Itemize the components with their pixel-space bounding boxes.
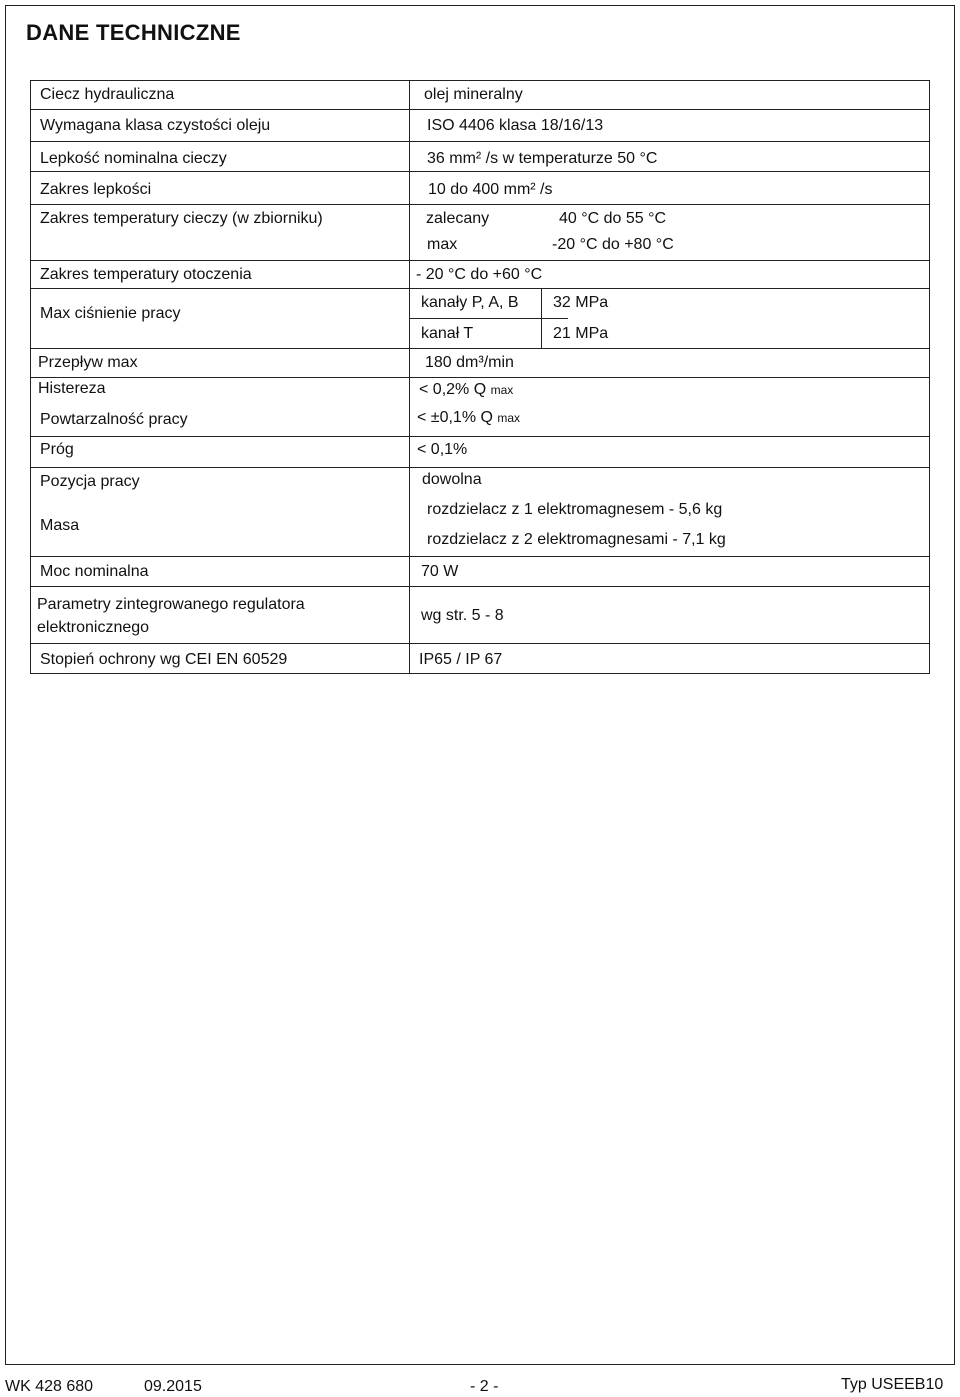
- hysteresis-label: Histereza: [38, 380, 106, 397]
- ambient-temp-label: Zakres temperatury otoczenia: [40, 266, 252, 283]
- row-divider: [31, 288, 929, 289]
- fluid-temp-label: Zakres temperatury cieczy (w zbiorniku): [40, 210, 323, 227]
- row-divider: [31, 204, 929, 205]
- row-divider: [31, 643, 929, 644]
- threshold-value: < 0,1%: [417, 441, 468, 458]
- row-divider: [31, 556, 929, 557]
- pressure-label: Max ciśnienie pracy: [40, 305, 181, 322]
- fluid-temp-recommended-value: 40 °C do 55 °C: [559, 210, 667, 227]
- fluid-temp-max-value: -20 °C do +80 °C: [552, 236, 674, 253]
- purity-label: Wymagana klasa czystości oleju: [40, 117, 271, 134]
- power-value: 70 W: [421, 563, 459, 580]
- row-divider: [31, 436, 929, 437]
- repeatability-label: Powtarzalność pracy: [40, 411, 188, 428]
- row-divider: [31, 467, 929, 468]
- position-value: dowolna: [422, 471, 482, 488]
- document-date: 09.2015: [144, 1378, 202, 1395]
- threshold-label: Próg: [40, 441, 74, 458]
- mass-value-1: rozdzielacz z 1 elektromagnesem - 5,6 kg: [427, 501, 723, 518]
- viscosity-label: Lepkość nominalna cieczy: [40, 150, 227, 167]
- row-divider: [31, 377, 929, 378]
- hysteresis-subscript: max: [490, 383, 514, 397]
- catalog-number: WK 428 680: [5, 1378, 94, 1395]
- fluid-temp-recommended-label: zalecany: [426, 210, 490, 227]
- column-divider: [409, 81, 410, 673]
- flow-label: Przepływ max: [38, 354, 138, 371]
- repeatability-value: [417, 409, 520, 427]
- flow-value: 180 dm³/min: [425, 354, 514, 371]
- row-divider: [31, 586, 929, 587]
- protection-label: Stopień ochrony wg CEI EN 60529: [40, 651, 288, 668]
- mass-label: Masa: [40, 517, 80, 534]
- row-divider: [31, 109, 929, 110]
- purity-value: ISO 4406 klasa 18/16/13: [427, 117, 604, 134]
- row-divider: [31, 171, 929, 172]
- position-label: Pozycja pracy: [40, 473, 140, 490]
- row-divider: [31, 348, 929, 349]
- pressure-pab-value: 32 MPa: [553, 294, 609, 311]
- subrow-divider: [409, 318, 568, 319]
- ambient-temp-value: - 20 °C do +60 °C: [416, 266, 543, 283]
- type-designation: Typ USEEB10: [841, 1376, 944, 1393]
- repeatability-value-text: < ±0,1% Q: [417, 409, 493, 426]
- fluid-label: Ciecz hydrauliczna: [40, 86, 175, 103]
- regulator-value: wg str. 5 - 8: [421, 607, 504, 624]
- repeatability-subscript: max: [497, 411, 521, 425]
- protection-value: IP65 / IP 67: [419, 651, 503, 668]
- page-number: - 2 -: [470, 1378, 499, 1395]
- technical-data-table: [30, 80, 930, 674]
- viscosity-range-label: Zakres lepkości: [40, 181, 152, 198]
- viscosity-value: 36 mm² /s w temperaturze 50 °C: [427, 150, 658, 167]
- page-title: DANE TECHNICZNE: [26, 20, 241, 45]
- power-label: Moc nominalna: [40, 563, 149, 580]
- pressure-t-value: 21 MPa: [553, 325, 609, 342]
- pressure-pab-label: kanały P, A, B: [421, 294, 519, 311]
- row-divider: [31, 141, 929, 142]
- hysteresis-value-text: < 0,2% Q: [419, 381, 487, 398]
- subcolumn-divider: [541, 288, 542, 348]
- mass-value-2: rozdzielacz z 2 elektromagnesami - 7,1 kg: [427, 531, 726, 548]
- regulator-label: Parametry zintegrowanego regulatora elektronicznego: [37, 596, 305, 636]
- pressure-t-label: kanał T: [421, 325, 474, 342]
- fluid-temp-max-label: max: [427, 236, 458, 253]
- fluid-value: olej mineralny: [424, 86, 523, 103]
- hysteresis-value: [419, 381, 513, 399]
- row-divider: [31, 260, 929, 261]
- viscosity-range-value: 10 do 400 mm² /s: [428, 181, 553, 198]
